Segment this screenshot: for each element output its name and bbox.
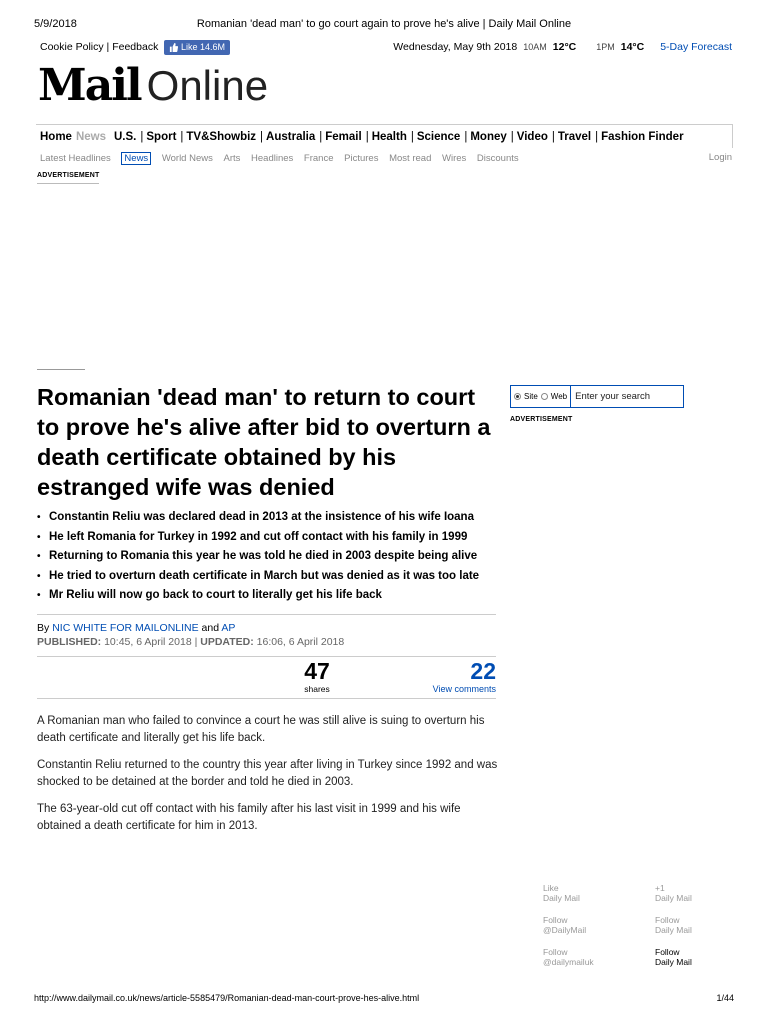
article-byline [37,621,235,635]
social-target: Daily Mail [655,957,692,967]
search-scope [511,386,571,407]
article-paragraph: Constantin Reliu returned to the country this year after living in Turkey since 1992 and was shocked to be detained at the border and told he died in 2003. [37,759,498,788]
published-label: PUBLISHED: [37,636,102,648]
social-target: Daily Mail [655,893,692,903]
social-follow-instagram[interactable] [543,947,594,967]
nav-separator: | [140,130,144,143]
print-date: 5/9/2018 [34,18,77,30]
social-target: @dailymailuk [543,957,594,967]
login-link[interactable]: Login [708,152,732,163]
weather-bar [393,41,732,53]
nav-separator: | [464,130,468,143]
five-day-forecast-link[interactable]: 5-Day Forecast [660,41,732,53]
byline-by: By [37,622,50,634]
nav-separator: | [319,130,323,143]
summary-bullet: • He tried to overturn death certificate in March but was denied as it was too late [37,568,497,588]
subnav-pictures[interactable]: Pictures [344,153,379,164]
advertisement-divider [37,183,99,184]
byline-and: and [201,622,220,634]
nav-separator: | [551,130,555,143]
page-url: http://www.dailymail.co.uk/news/article-5585479/Romanian-dead-man-court-prove-hes-alive.html [34,993,420,1003]
updated-date: 16:06, 6 April 2018 [256,636,345,648]
share-count [296,658,338,694]
author-link-ap[interactable]: AP [221,622,236,634]
subnav-wires[interactable]: Wires [442,153,467,164]
social-action: Follow [543,947,568,957]
search-web-label: Web [550,392,568,401]
share-count-label: shares [304,684,330,694]
comments-link[interactable] [420,658,496,694]
print-title: Romanian 'dead man' to go court again to prove he's alive | Daily Mail Online [196,18,572,30]
social-plus-one-daily-mail[interactable] [655,883,692,903]
logo-online: Online [146,62,269,109]
summary-bullet: • Constantin Reliu was declared dead in 2013 at the insistence of his wife Ioana [37,509,497,529]
weather-temp-2: 14°C [620,41,645,53]
nav-fashion-finder[interactable]: Fashion Finder [601,130,684,143]
nav-us[interactable]: U.S. [114,130,137,143]
nav-travel[interactable]: Travel [557,130,592,143]
subnav-world-news[interactable]: World News [161,153,213,164]
search-site-radio[interactable] [514,393,521,400]
current-date: Wednesday, May 9th 2018 [393,41,518,53]
main-nav [36,124,733,148]
mailonline-logo[interactable] [38,60,268,110]
nav-australia[interactable]: Australia [266,130,316,143]
top-bar [40,40,732,56]
cookie-policy-link[interactable]: Cookie Policy [40,41,104,53]
author-link-nic-white[interactable]: NIC WHITE FOR MAILONLINE [52,622,199,634]
nav-science[interactable]: Science [416,130,461,143]
nav-health[interactable]: Health [371,130,407,143]
nav-home[interactable]: Home [40,130,72,143]
article-dates [37,635,344,649]
search-web-radio[interactable] [541,393,548,400]
sub-nav [40,152,732,166]
top-links-separator: | [106,41,110,53]
social-follow-daily-mail-2[interactable] [655,947,692,967]
nav-news[interactable]: News [75,130,106,143]
social-follow-daily-mail[interactable] [655,915,692,935]
subnav-france[interactable]: France [303,153,334,164]
nav-separator: | [180,130,184,143]
social-target: @DailyMail [543,925,587,935]
nav-video[interactable]: Video [516,130,548,143]
print-header [34,18,734,32]
nav-femail[interactable]: Femail [325,130,362,143]
comment-count-number: 22 [470,658,496,684]
dates-separator: | [194,636,198,648]
search-site-label: Site [524,392,538,401]
article-paragraph: The 63-year-old cut off contact with his family after his last visit in 1999 and his wife obtained a death certificate for him in 2013. [37,803,461,832]
search-input[interactable] [571,391,679,402]
nav-separator: | [365,130,369,143]
summary-bullet: • He left Romania for Turkey in 1992 and cut off contact with his family in 1999 [37,529,497,549]
nav-tvshowbiz[interactable]: TV&Showbiz [186,130,257,143]
social-like-daily-mail[interactable] [543,883,580,903]
weather-temp-1: 12°C [552,41,577,53]
subnav-discounts[interactable]: Discounts [476,153,519,164]
updated-label: UPDATED: [200,636,254,648]
nav-separator: | [510,130,514,143]
top-links [40,41,158,53]
social-follow-twitter[interactable] [543,915,586,935]
site-search [510,385,684,408]
subnav-most-read[interactable]: Most read [389,153,432,164]
logo-mail: Mail [38,60,141,111]
advertisement-label: ADVERTISEMENT [37,172,100,179]
share-count-number: 47 [304,658,330,684]
summary-bullet: • Returning to Romania this year he was told he died in 2003 despite being alive [37,548,497,568]
social-action: Follow [655,947,680,957]
feedback-link[interactable]: Feedback [112,41,159,53]
social-target: Daily Mail [543,893,580,903]
social-action: +1 [655,883,665,893]
subnav-latest-headlines[interactable]: Latest Headlines [40,153,111,164]
nav-separator: | [260,130,264,143]
subnav-news[interactable]: News [121,152,151,165]
share-divider [37,698,496,699]
nav-money[interactable]: Money [470,130,507,143]
weather-time-2: 1PM [596,42,615,52]
article-summary-bullets [37,509,497,607]
article-paragraph: A Romanian man who failed to convince a court he was still alive is suing to overturn his death certificate and literally get his life back. [37,715,485,744]
facebook-like-button[interactable] [164,40,230,55]
thumbs-up-icon [169,43,178,52]
article-body [37,713,499,845]
headline-divider [37,369,85,370]
subnav-headlines[interactable]: Headlines [251,153,294,164]
page-number: 1/44 [716,993,734,1003]
view-comments-label: View comments [432,684,496,694]
nav-separator: | [410,130,414,143]
article-headline: Romanian 'dead man' to return to court to prove he's alive after bid to overturn a death certificate obtained by his estranged wife was denied [37,384,491,500]
nav-sport[interactable]: Sport [146,130,177,143]
like-count: Like 14.6M [181,42,226,52]
byline-divider-bottom [37,656,496,657]
social-action: Follow [543,915,568,925]
social-target: Daily Mail [655,925,692,935]
sidebar-advertisement-label: ADVERTISEMENT [510,416,573,423]
weather-time-1: 10AM [523,42,547,52]
subnav-arts[interactable]: Arts [223,153,241,164]
social-action: Follow [655,915,680,925]
byline-divider-top [37,614,496,615]
social-action: Like [543,883,559,893]
summary-bullet: • Mr Reliu will now go back to court to literally get his life back [37,587,497,607]
nav-separator: | [595,130,599,143]
published-date: 10:45, 6 April 2018 [104,636,192,648]
